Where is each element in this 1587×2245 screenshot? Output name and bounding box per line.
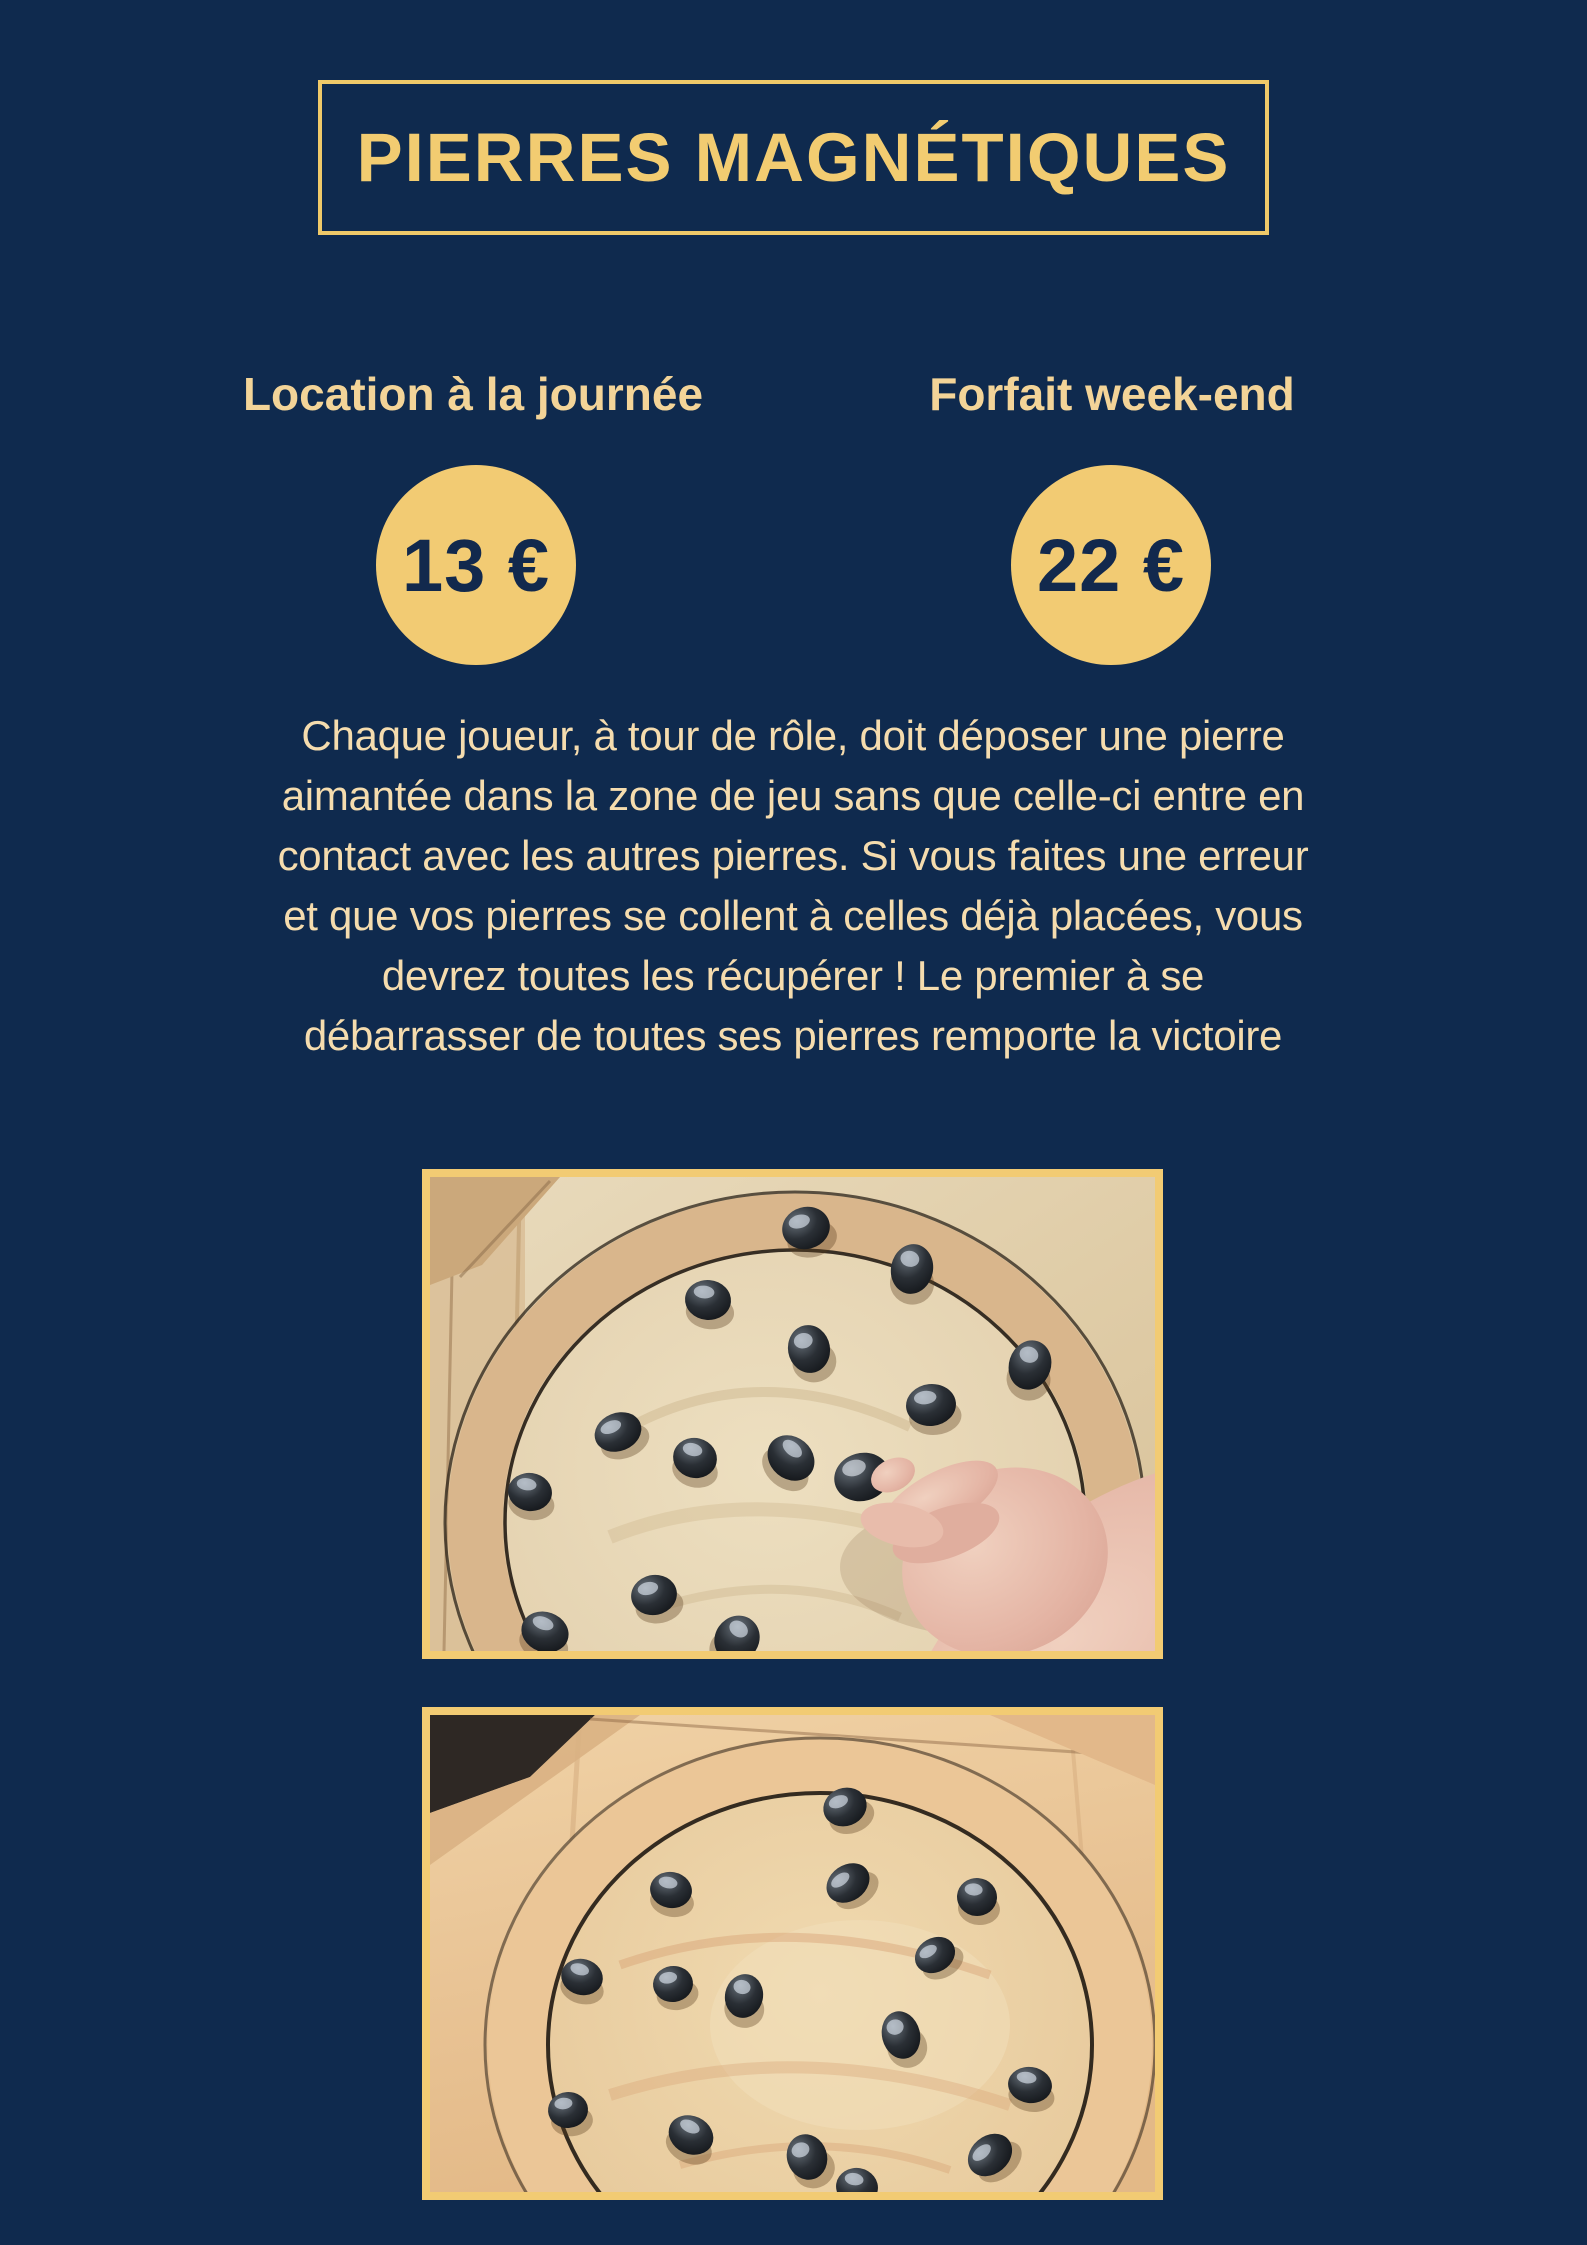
rules-line: débarrasser de toutes ses pierres remporte la victoire	[303, 1012, 1283, 1059]
photo-board-overview	[422, 1707, 1163, 2200]
day-rate-label: Location à la journée	[242, 368, 704, 420]
game-rules-text	[193, 706, 1393, 1066]
rules-line: Chaque joueur, à tour de rôle, doit déposer une pierre	[301, 712, 1285, 759]
rules-line: contact avec les autres pierres. Si vous faites une erreur	[277, 832, 1309, 879]
rules-line: et que vos pierres se collent à celles déjà placées, vous	[283, 892, 1303, 939]
page-title: PIERRES MAGNÉTIQUES	[356, 119, 1231, 196]
title-box	[318, 80, 1269, 235]
rules-line: aimantée dans la zone de jeu sans que celle-ci entre en	[281, 772, 1305, 819]
board-photo-illustration	[430, 1715, 1155, 2192]
gameplay-photo-illustration	[430, 1177, 1155, 1651]
weekend-price-text: 22 €	[1036, 523, 1186, 607]
photo-gameplay-hand	[422, 1169, 1163, 1659]
rules-line: devrez toutes les récupérer ! Le premier à se	[381, 952, 1205, 999]
weekend-rate-label: Forfait week-end	[929, 368, 1295, 420]
day-price-text: 13 €	[401, 523, 551, 607]
weekend-price-badge	[1011, 465, 1211, 665]
day-price-badge	[376, 465, 576, 665]
